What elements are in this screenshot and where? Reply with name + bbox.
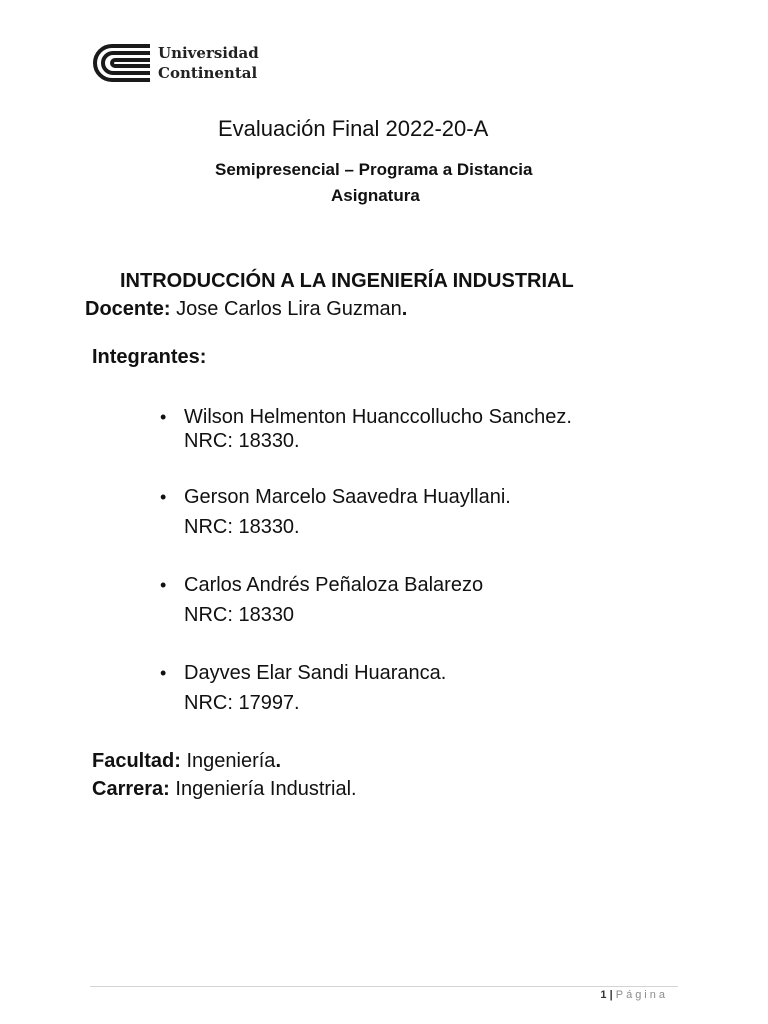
member-name: Wilson Helmenton Huanccollucho Sanchez. <box>184 406 572 428</box>
university-logo <box>90 40 260 86</box>
facultad-line <box>92 750 281 773</box>
integrantes-heading: Integrantes: <box>92 346 207 368</box>
member-nrc: NRC: 18330. <box>184 430 300 452</box>
member-name: Gerson Marcelo Saavedra Huayllani. <box>184 486 511 508</box>
carrera-value: Ingeniería Industrial. <box>175 778 357 800</box>
facultad-period: . <box>275 750 281 772</box>
member-name: Dayves Elar Sandi Huaranca. <box>184 662 447 684</box>
member-nrc: NRC: 17997. <box>184 692 300 714</box>
facultad-value: Ingeniería <box>186 750 276 772</box>
university-logo-icon <box>90 42 152 84</box>
docente-line <box>85 298 407 321</box>
bullet-icon: • <box>160 663 167 683</box>
subject-label: Asignatura <box>331 186 420 205</box>
university-name <box>158 43 259 83</box>
modality-subtitle: Semipresencial – Programa a Distancia <box>215 160 533 179</box>
page-footer <box>600 989 668 1001</box>
document-title: Evaluación Final 2022-20-A <box>218 116 489 141</box>
carrera-line <box>92 778 357 801</box>
facultad-label: Facultad: <box>92 750 181 772</box>
footer-divider <box>90 986 678 987</box>
bullet-icon: • <box>160 575 167 595</box>
docente-period: . <box>401 298 408 320</box>
docente-value: Jose Carlos Lira Guzman <box>176 298 402 320</box>
member-nrc: NRC: 18330. <box>184 516 300 538</box>
bullet-icon: • <box>160 407 167 427</box>
page-number: 1 <box>600 989 607 1001</box>
logo-line-1: Universidad <box>158 44 259 62</box>
bullet-icon: • <box>160 487 167 507</box>
docente-label: Docente: <box>85 298 171 320</box>
logo-line-2: Continental <box>158 64 258 82</box>
course-name: INTRODUCCIÓN A LA INGENIERÍA INDUSTRIAL <box>120 270 574 292</box>
carrera-label: Carrera: <box>92 778 170 800</box>
page-separator: | <box>609 989 613 1001</box>
member-name: Carlos Andrés Peñaloza Balarezo <box>184 574 484 596</box>
page-word: Página <box>615 989 668 1001</box>
member-nrc: NRC: 18330 <box>184 604 295 626</box>
